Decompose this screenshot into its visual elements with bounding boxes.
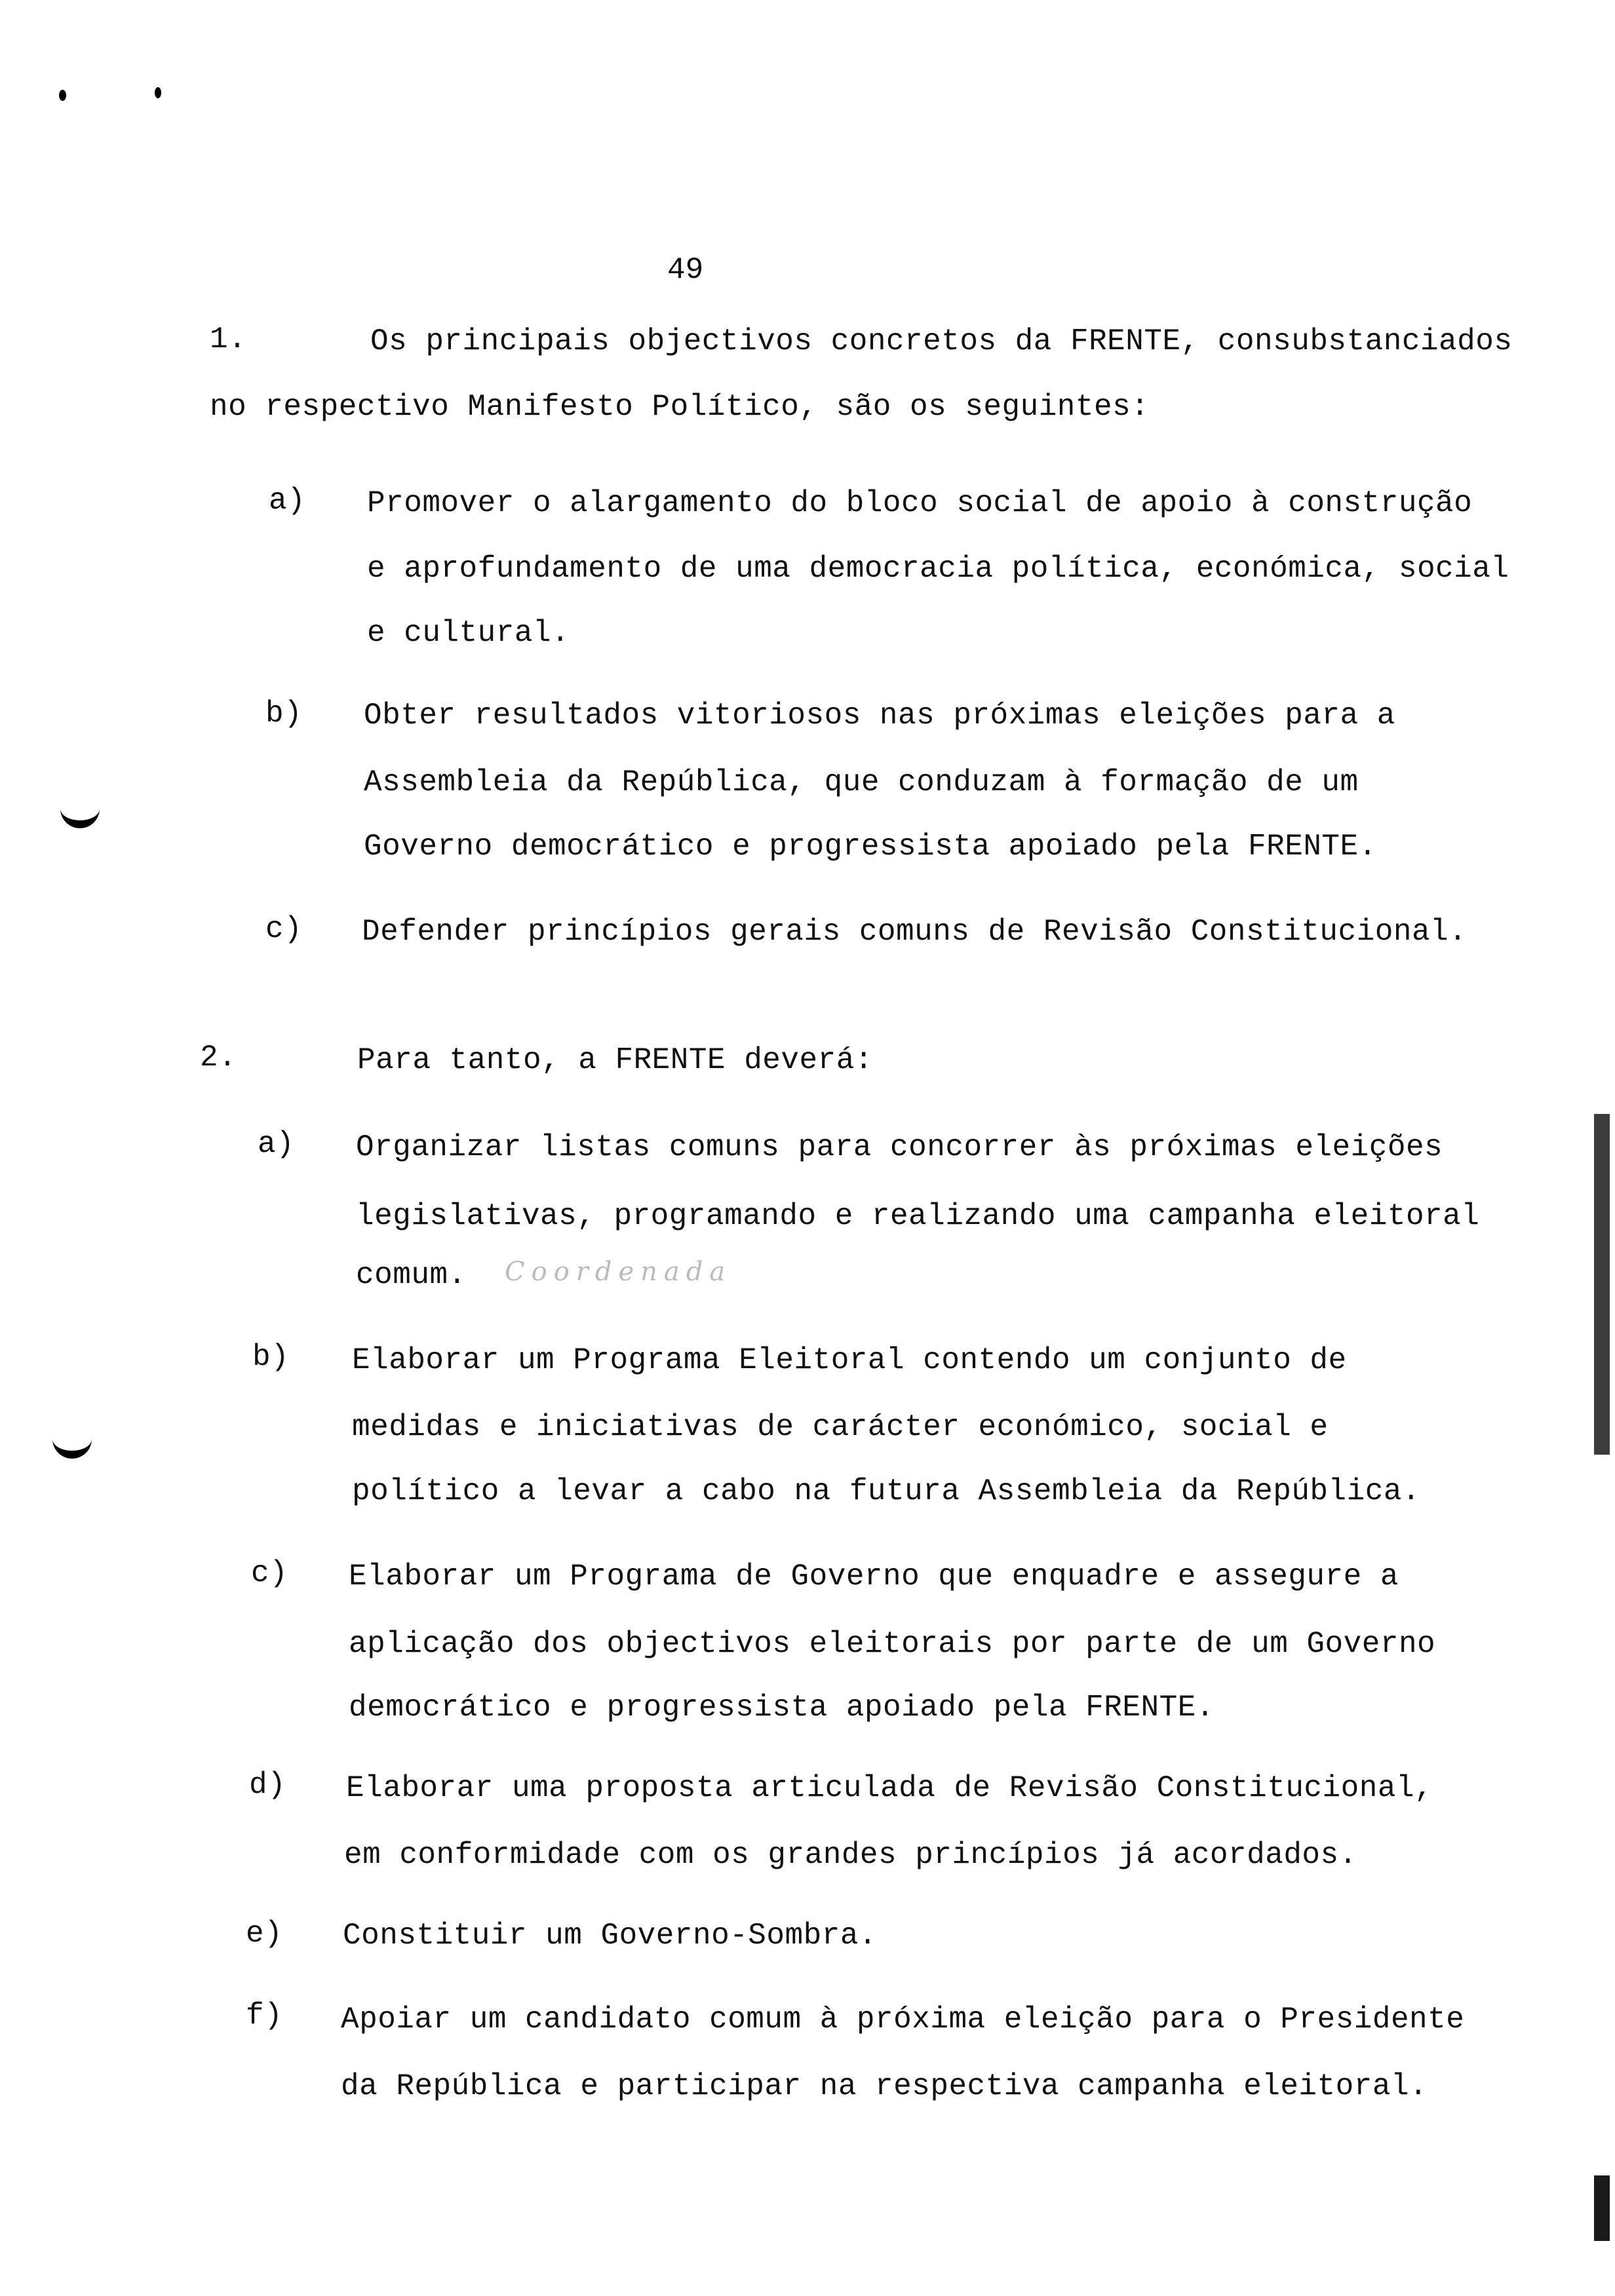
page-number: 49	[667, 253, 704, 287]
item-text-line: Elaborar um Programa Eleitoral contendo um conjunto de	[352, 1343, 1347, 1377]
item-text-line: comum.	[356, 1258, 467, 1292]
item-text-line: Elaborar um Programa de Governo que enquadre e assegure a	[349, 1559, 1399, 1594]
punch-hole-mark	[155, 87, 161, 98]
item-label: f)	[246, 1999, 283, 2033]
item-text-line: Obter resultados vitoriosos nas próximas eleições para a	[364, 698, 1395, 733]
handwritten-annotation: Coordenada	[505, 1257, 732, 1287]
item-label: b)	[252, 1340, 290, 1374]
item-text-line: aplicação dos objectivos eleitorais por parte de um Governo	[349, 1627, 1436, 1661]
item-text-line: Assembleia da República, que conduzam à formação de um	[364, 765, 1359, 799]
item-text-line: legislativas, programando e realizando uma campanha eleitoral	[356, 1199, 1480, 1233]
item-label: a)	[258, 1127, 295, 1161]
section-text-line: Para tanto, a FRENTE deverá:	[357, 1043, 873, 1077]
binder-mark	[52, 1428, 92, 1459]
item-text-line: Defender princípios gerais comuns de Revisão Constitucional.	[362, 915, 1468, 949]
section-number: 1.	[210, 322, 247, 356]
item-text-line: e aprofundamento de uma democracia política, económica, social	[367, 552, 1509, 586]
item-label: e)	[246, 1917, 283, 1951]
scan-edge-shadow	[1594, 1114, 1610, 1455]
punch-hole-mark	[59, 90, 66, 101]
item-label: d)	[249, 1768, 286, 1802]
item-label: b)	[265, 697, 303, 731]
item-text-line: da República e participar na respectiva campanha eleitoral.	[341, 2069, 1428, 2103]
item-label: c)	[251, 1556, 288, 1590]
item-text-line: medidas e iniciativas de carácter económico, social e	[352, 1410, 1329, 1444]
section-number: 2.	[200, 1041, 237, 1075]
item-text-line: político a levar a cabo na futura Assembleia da República.	[352, 1474, 1421, 1508]
item-text-line: Constituir um Governo-Sombra.	[343, 1919, 878, 1953]
item-text-line: democrático e progressista apoiado pela FRENTE.	[349, 1691, 1215, 1725]
item-text-line: Promover o alargamento do bloco social de apoio à construção	[367, 486, 1473, 520]
item-label: c)	[265, 912, 303, 946]
item-text-line: em conformidade com os grandes princípios já acordados.	[344, 1838, 1357, 1872]
item-label: a)	[269, 484, 306, 518]
item-text-line: Organizar listas comuns para concorrer às próximas eleições	[356, 1130, 1443, 1164]
section-text-line: no respectivo Manifesto Político, são os seguintes:	[210, 390, 1150, 424]
item-text-line: Elaborar uma proposta articulada de Revisão Constitucional,	[346, 1771, 1433, 1805]
scan-edge-shadow	[1594, 2175, 1610, 2241]
item-text-line: Apoiar um candidato comum à próxima eleição para o Presidente	[341, 2002, 1465, 2037]
item-text-line: Governo democrático e progressista apoiado pela FRENTE.	[364, 830, 1377, 864]
binder-mark	[60, 798, 100, 828]
item-text-line: e cultural.	[367, 616, 570, 650]
section-text-line: Os principais objectivos concretos da FRENTE, consubstanciados	[370, 324, 1513, 358]
